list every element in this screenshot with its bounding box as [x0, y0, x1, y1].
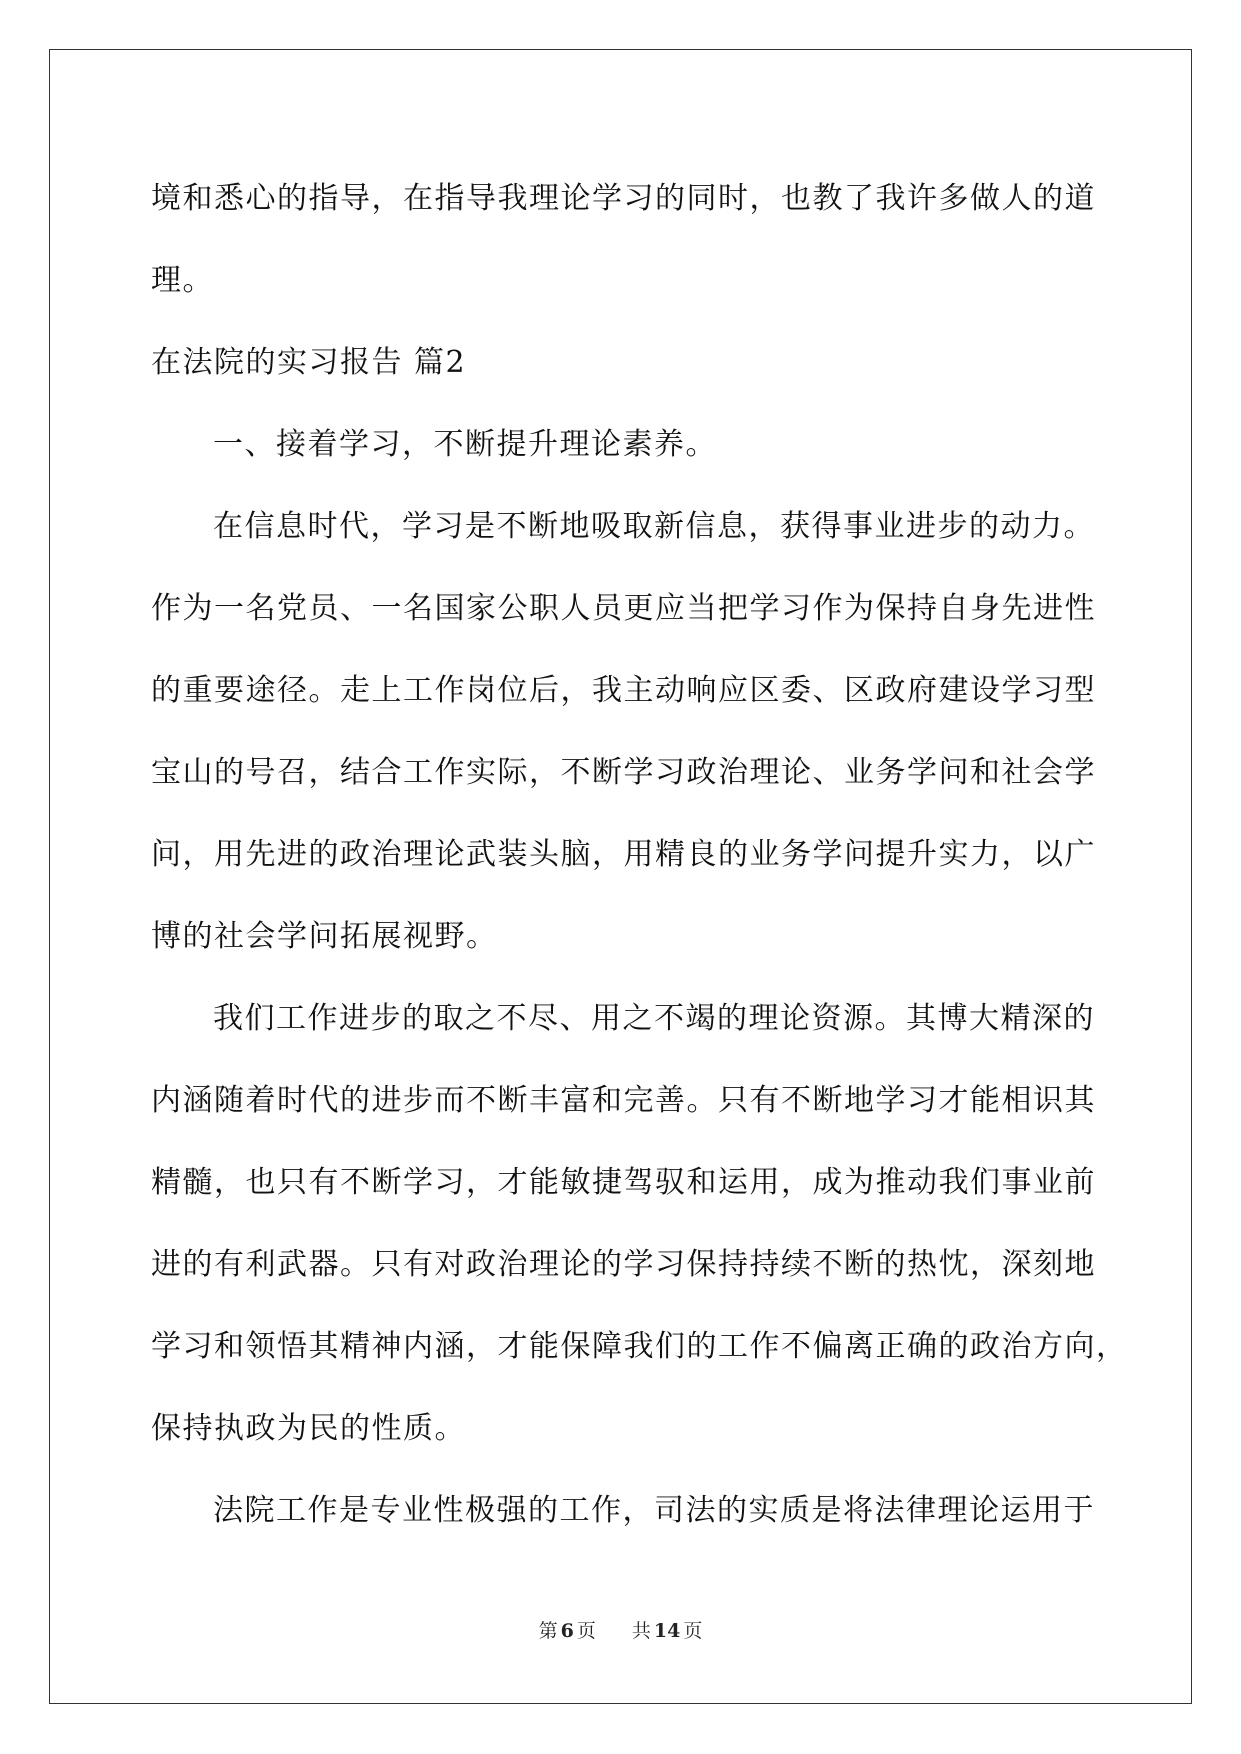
text-line: 理。 [151, 263, 214, 298]
text-line: 精髓，也只有不断学习，才能敏捷驾驭和运用，成为推动我们事业前 [151, 1165, 1096, 1200]
section-heading: 在法院的实习报告 篇2 [151, 345, 467, 380]
text-line: 博的社会学问拓展视野。 [151, 919, 498, 954]
subsection-heading: 一、接着学习，不断提升理论素养。 [213, 427, 717, 462]
text-line: 进的有利武器。只有对政治理论的学习保持持续不断的热忱，深刻地 [151, 1247, 1096, 1282]
text-line: 问，用先进的政治理论武装头脑，用精良的业务学问提升实力，以广 [151, 837, 1096, 872]
text-line: 在信息时代，学习是不断地吸取新信息，获得事业进步的动力。 [213, 509, 1095, 544]
text-line: 的重要途径。走上工作岗位后，我主动响应区委、区政府建设学习型 [151, 673, 1096, 708]
text-line: 内涵随着时代的进步而不断丰富和完善。只有不断地学习才能相识其 [151, 1083, 1096, 1118]
text-line: 我们工作进步的取之不尽、用之不竭的理论资源。其博大精深的 [213, 1001, 1095, 1036]
text-line: 学习和领悟其精神内涵，才能保障我们的工作不偏离正确的政治方向， [151, 1329, 1128, 1364]
text-line: 保持执政为民的性质。 [151, 1411, 466, 1446]
page-number-total: 共 14 页 [631, 1620, 703, 1642]
text-line: 法院工作是专业性极强的工作，司法的实质是将法律理论运用于 [213, 1493, 1095, 1528]
page-footer [0, 1616, 1241, 1643]
text-line: 境和悉心的指导，在指导我理论学习的同时，也教了我许多做人的道 [151, 181, 1096, 216]
text-line: 作为一名党员、一名国家公职人员更应当把学习作为保持自身先进性 [151, 591, 1096, 626]
text-line: 宝山的号召，结合工作实际，不断学习政治理论、业务学问和社会学 [151, 755, 1096, 790]
page-number-current: 第 6 页 [538, 1620, 596, 1642]
document-body [151, 158, 1128, 1552]
